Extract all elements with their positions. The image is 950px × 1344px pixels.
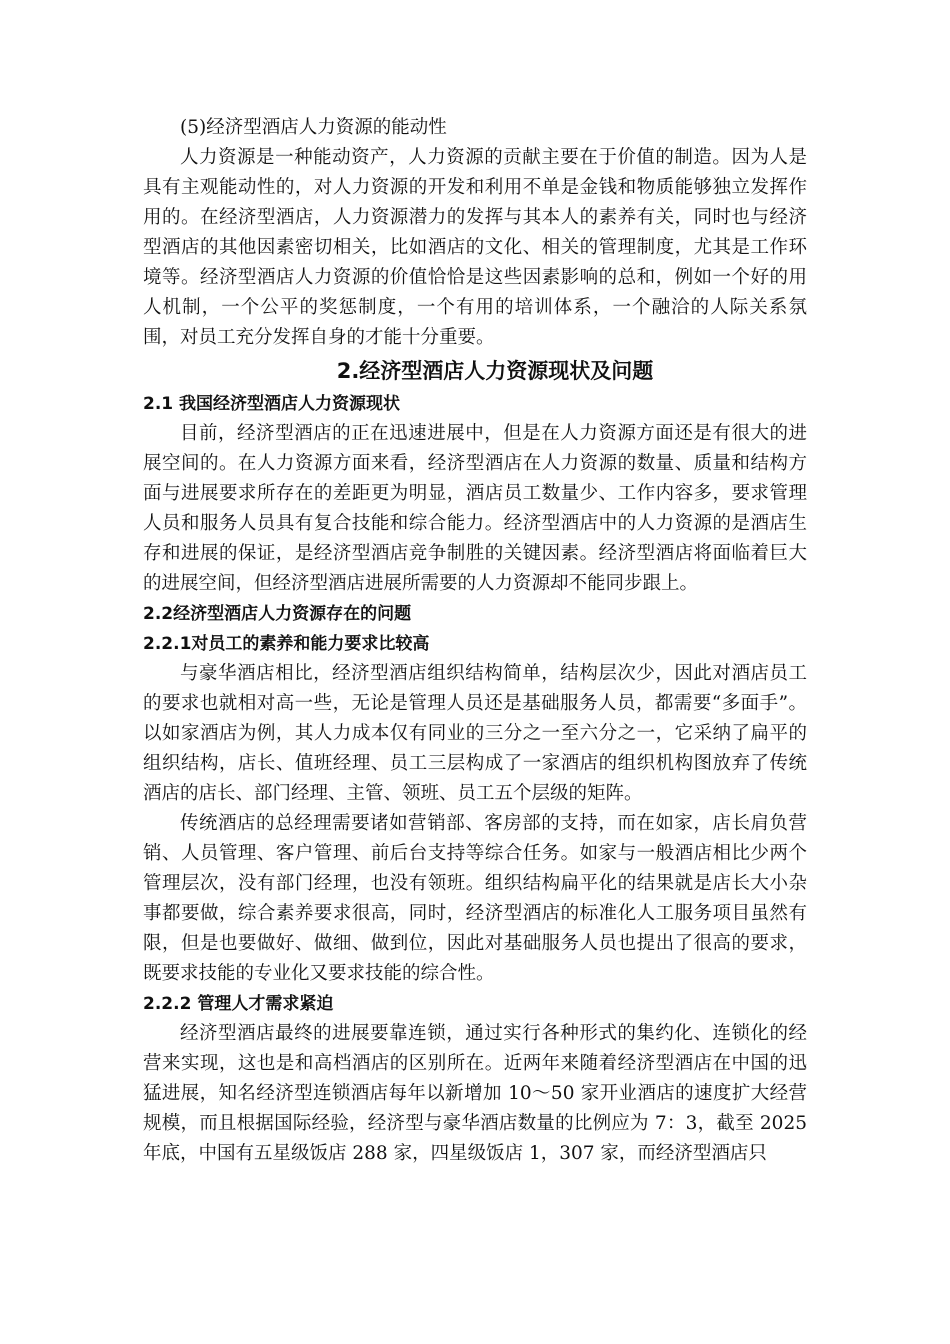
body-paragraph: 人力资源是一种能动资产，人力资源的贡献主要在于价值的制造。因为人是具有主观能动性的，对人力资源的开发和利用不单是金钱和物质能够独立发挥作用的。在经济型酒店，人力资源潜力的发挥与其本人的素养有关，同时也与经济型酒店的其他因素密切相关，比如酒店的文化、相关的管理制度，尤其是工作环境等。经济型酒店人力资源的价值恰恰是这些因素影响的总和，例如一个好的用人机制，一个公平的奖惩制度，一个有用的培训体系，一个融洽的人际关系氛围，对员工充分发挥自身的才能十分重要。 <box>143 147 807 348</box>
subsection-title: 2.2.2 管理人才需求紧迫 <box>143 994 334 1014</box>
section-title: 2.1 我国经济型酒店人力资源现状 <box>143 394 401 414</box>
document-page <box>143 113 807 1169</box>
body-paragraph: 目前，经济型酒店的正在迅速进展中，但是在人力资源方面还是有很大的进展空间的。在人力资源方面来看，经济型酒店在人力资源的数量、质量和结构方面与进展要求所存在的差距更为明显，酒店员工数量少、工作内容多，要求管理人员和服务人员具有复合技能和综合能力。经济型酒店中的人力资源的是酒店生存和进展的保证，是经济型酒店竞争制胜的关键因素。经济型酒店将面临着巨大的进展空间，但经济型酒店进展所需要的人力资源却不能同步跟上。 <box>143 423 807 594</box>
body-paragraph: 经济型酒店最终的进展要靠连锁，通过实行各种形式的集约化、连锁化的经营来实现，这也是和高档酒店的区别所在。近两年来随着经济型酒店在中国的迅猛进展，知名经济型连锁酒店每年以新增加 10～50 家开业酒店的速度扩大经营规模，而且根据国际经验，经济型与豪华酒店数量的比例应为 7：3，截至 2025 年底，中国有五星级饭店 288 家，四星级饭店 1，307 家，而经济型酒店只 <box>143 1023 807 1164</box>
body-paragraph: 传统酒店的总经理需要诸如营销部、客房部的支持，而在如家，店长肩负营销、人员管理、客户管理、前后台支持等综合任务。如家与一般酒店相比少两个管理层次，没有部门经理，也没有领班。组织结构扁平化的结果就是店长大小杂事都要做，综合素养要求很高，同时，经济型酒店的标准化人工服务项目虽然有限，但是也要做好、做细、做到位，因此对基础服务人员也提出了很高的要求，既要求技能的专业化又要求技能的综合性。 <box>143 813 807 984</box>
body-paragraph: 与豪华酒店相比，经济型酒店组织结构简单，结构层次少，因此对酒店员工的要求也就相对高一些，无论是管理人员还是基础服务人员，都需要“多面手”。以如家酒店为例，其人力成本仅有同业的三分之一至六分之一，它采纳了扁平的组织结构，店长、值班经理、员工三层构成了一家酒店的组织机构图放弃了传统酒店的店长、部门经理、主管、领班、员工五个层级的矩阵。 <box>143 663 807 804</box>
subsection-title: 2.2.1对员工的素养和能力要求比较高 <box>143 634 430 654</box>
item-heading: (5)经济型酒店人力资源的能动性 <box>180 117 447 138</box>
section-title: 2.2经济型酒店人力资源存在的问题 <box>143 604 412 624</box>
chapter-title: 2.经济型酒店人力资源现状及问题 <box>336 359 654 383</box>
